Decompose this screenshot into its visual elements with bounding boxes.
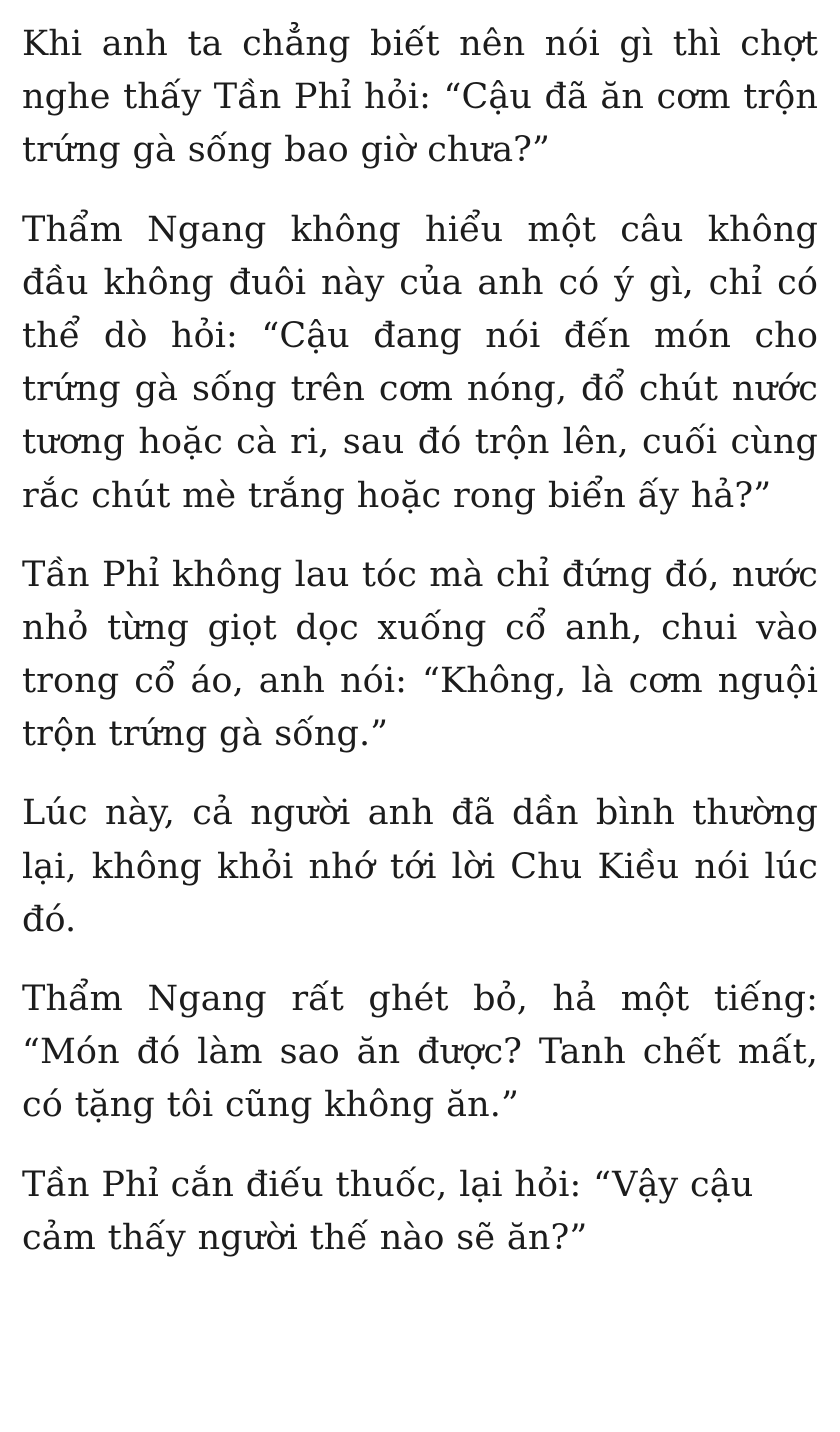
paragraph: Thẩm Ngang không hiểu một câu không đầu không đuôi này của anh có ý gì, chỉ có thể dò hỏi: “Cậu đang nói đến món cho trứng gà sống trên cơm nóng, đổ chút nước tương hoặc cà ri, sau đó trộn lên, cuối cùng rắc chút mè trắng hoặc rong biển ấy hả?”	[22, 209, 818, 516]
paragraph: Tần Phỉ không lau tóc mà chỉ đứng đó, nước nhỏ từng giọt dọc xuống cổ anh, chui vào trong cổ áo, anh nói: “Không, là cơm nguội trộn trứng gà sống.”	[22, 554, 818, 755]
paragraph: Thẩm Ngang rất ghét bỏ, hả một tiếng: “Món đó làm sao ăn được? Tanh chết mất, có tặng tôi cũng không ăn.”	[22, 979, 818, 1126]
paragraph: Lúc này, cả người anh đã dần bình thường lại, không khỏi nhớ tới lời Chu Kiều nói lúc đó.	[22, 793, 818, 940]
paragraph: Tần Phỉ cắn điếu thuốc, lại hỏi: “Vậy cậu cảm thấy người thế nào sẽ ăn?”	[22, 1164, 754, 1258]
paragraph: Khi anh ta chẳng biết nên nói gì thì chợt nghe thấy Tần Phỉ hỏi: “Cậu đã ăn cơm trộn trứng gà sống bao giờ chưa?”	[22, 24, 818, 171]
